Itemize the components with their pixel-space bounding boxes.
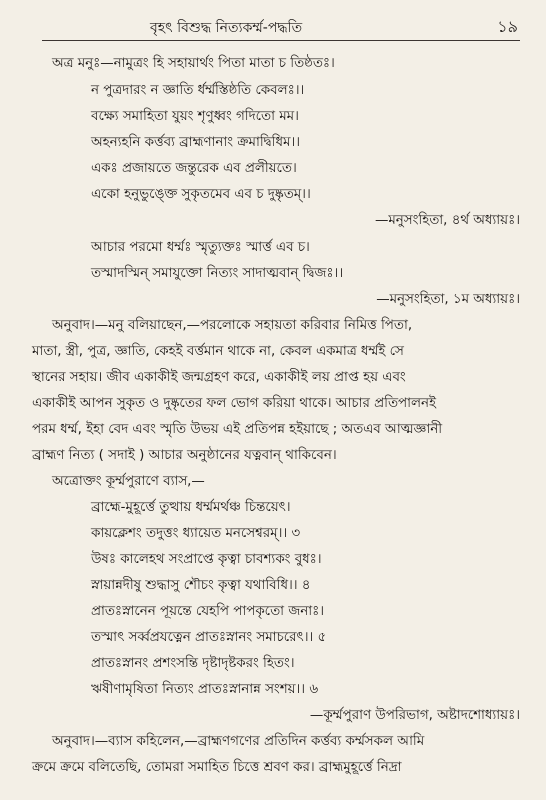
verse-line: বক্ষ্যে সমাহিতা যুয়ং শৃণুধ্বং গদিতো মম।	[91, 109, 299, 124]
translation-line: একাকীই আপন সুকৃত ও দুষ্কৃতের ফল ভোগ করিয়া থাকে। আচার প্রতিপালনই	[32, 396, 436, 411]
citation: —মনুসংহিতা, ৪র্থ অধ্যায়ঃ।	[374, 213, 520, 228]
verse-line: ন পুত্রদারং ন জ্ঞাতি র্ধর্ম্মস্তিষ্ঠতি কেবলঃ।।	[91, 83, 305, 98]
verse-line: তস্মাদস্মিন্ সমাযুক্তো নিত্যং সাদাত্মবান্ দ্বিজঃ।।	[91, 266, 344, 281]
running-title: বৃহৎ বিশুদ্ধ নিত্যকর্ম্ম-পদ্ধতি	[150, 20, 303, 36]
page-number: ১৯	[497, 17, 518, 36]
verse-line: স্নায়ান্নদীষু শুদ্ধাসু শৌচং কৃত্বা যথাবিধি।। ৪	[91, 578, 311, 593]
translation-line: ব্রাহ্মণ নিত্য ( সদাই ) আচার অনুষ্ঠানের যত্নবান্ থাকিবেন।	[32, 448, 337, 463]
verse-line: ঋষীণামৃষিতা নিত্যং প্রাতঃস্নানান্ন সংশয়।। ৬	[91, 682, 319, 697]
translation-line: অনুবাদ।—মনু বলিয়াছেন,—পরলোকে সহায়তা করিবার নিমিত্ত পিতা,	[52, 318, 413, 333]
verse-line: অহন্যহনি কর্ত্তব্য ব্রাহ্মণানাং ক্রমাদ্বিধিম।।	[91, 135, 300, 150]
verse-line: প্রাতঃস্নানং প্রশংসন্তি দৃষ্টাদৃষ্টকরং হিতং।	[91, 656, 295, 671]
translation-line: অনুবাদ।—ব্যাস কহিলেন,—ব্রাহ্মণগণের প্রতিদিন কর্ত্তব্য কর্ম্মসকল আমি	[52, 734, 425, 749]
citation: —মনুসংহিতা, ১ম অধ্যায়ঃ।	[376, 292, 520, 307]
translation-line: ক্রমে ক্রমে বলিতেছি, তোমরা সমাহিত চিত্তে শ্রবণ কর। ব্রাহ্মমুহূর্ত্তে নিদ্রা	[32, 760, 402, 775]
verse-line: কায়ক্লেশং তদুত্তং ধ্যায়েত মনসেশ্বরম্।। ৩	[91, 526, 301, 541]
verse-line: অত্র মনুঃ—নামুত্রং হি সহায়ার্থং পিতা মাতা চ তিষ্ঠতঃ।	[52, 56, 335, 71]
verse-line: প্রাতঃস্নানেন পূয়ন্তে যেহপি পাপকৃতো জনাঃ।	[91, 604, 325, 619]
verse-line: ব্রাহ্মে-মুহূর্ত্তে তুত্থায় ধর্ম্মমর্থঞ্চ চিন্তয়েৎ।	[91, 500, 291, 515]
verse-line: উষঃ কালেহথ সংপ্রাপ্তে কৃত্বা চাবশ্যকং বুধঃ।	[91, 552, 322, 567]
header-rule	[42, 40, 520, 41]
verse-line: আচার পরমো ধর্ম্মঃ স্মৃত্যুক্তঃ স্মার্ত্ত এব চ।	[91, 240, 310, 255]
verse-line: একঃ প্রজায়তে জন্তুরেক এব প্রলীয়তে।	[91, 161, 297, 176]
intro-line: অত্রোক্তং কূর্ম্মপুরাণে ব্যাস,—	[52, 474, 205, 489]
verse-line: তস্মাৎ সর্ব্বপ্রযত্নেন প্রাতঃস্নানং সমাচরেৎ।। ৫	[91, 630, 327, 645]
translation-line: স্থানের সহায়। জীব একাকীই জন্মগ্রহণ করে, একাকীই লয় প্রাপ্ত হয় এবং	[32, 370, 406, 385]
translation-line: পরম ধর্ম্ম, ইহা বেদ এবং স্মৃতি উভয় এই প্রতিপন্ন হইয়াছে ; অতএব আত্মজ্ঞানী	[32, 422, 443, 437]
verse-line: একো হনুভুঙ্ক্তে সুকৃতমেব এব চ দুষ্কৃতম্।।	[91, 187, 311, 202]
page-header	[0, 12, 546, 42]
citation: —কূর্ম্মপুরাণ উপরিভাগ, অষ্টাদশোধ্যায়ঃ।	[309, 708, 520, 723]
translation-line: মাতা, স্ত্রী, পুত্র, জ্ঞাতি, কেহই বর্ত্তমান থাকে না, কেবল একমাত্র ধর্ম্মই সে	[32, 344, 404, 359]
